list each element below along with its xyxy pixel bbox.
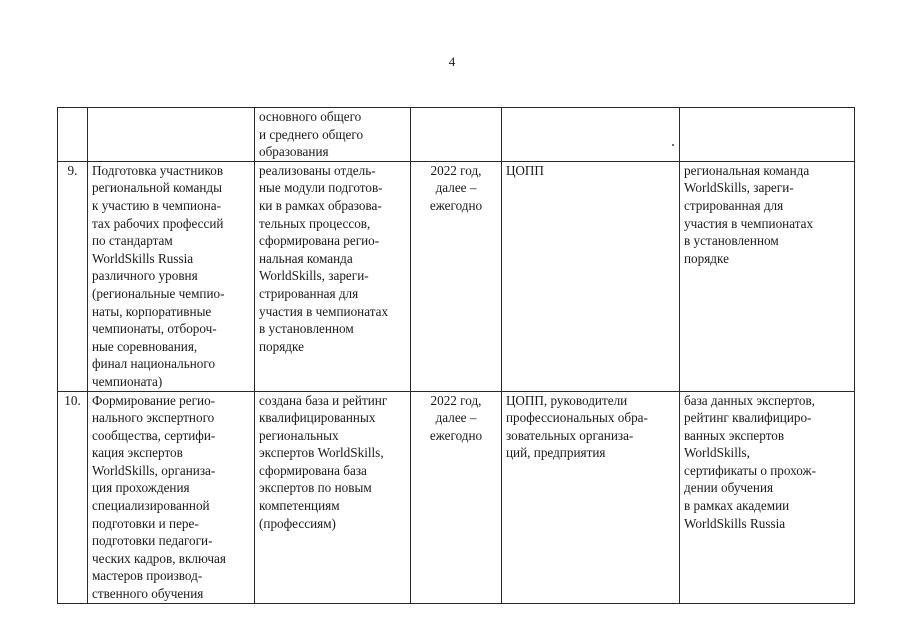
cell-outcome: [680, 108, 855, 162]
table-row-10: [58, 391, 855, 603]
plan-table: [57, 107, 855, 604]
cell-number: 9.: [58, 161, 88, 391]
cell-result: создана база и рейтинг квалифицированных региональных экспертов WorldSkills, сформирована база экспертов по новым компетенциям (профессиям): [255, 391, 411, 603]
page-number: 4: [448, 54, 456, 69]
table-row-9: [58, 161, 855, 391]
cell-outcome: база данных экспертов, рейтинг квалифициро- ванных экспертов WorldSkills, сертификаты о прохож- дении обучения в рамках академии WorldSkills Russia: [680, 391, 855, 603]
cell-deadline: 2022 год, далее – ежегодно: [411, 161, 502, 391]
cell-responsible: [502, 108, 680, 162]
cell-result: реализованы отдель- ные модули подготов- ки в рамках образова- тельных процессов, сформирована регио- нальная команда WorldSkills, зареги- стрированная для участия в чемпионатах в установленном порядке: [255, 161, 411, 391]
table-row-continuation: [58, 108, 855, 162]
cell-outcome: региональная команда WorldSkills, зареги- стрированная для участия в чемпионатах в установленном порядке: [680, 161, 855, 391]
cell-activity: Формирование регио- нального экспертного сообщества, сертифи- кация экспертов WorldSkills, организа- ция прохождения специализированной подготовки и пере- подготовки педагоги- ческих кадров, включая мастеров производ- ственного обучения: [88, 391, 255, 603]
scan-speck: [672, 144, 674, 146]
cell-result: основного общего и среднего общего образования: [255, 108, 411, 162]
cell-deadline: [411, 108, 502, 162]
cell-number: [58, 108, 88, 162]
cell-responsible: ЦОПП, руководители профессиональных обра- зовательных организа- ций, предприятия: [502, 391, 680, 603]
cell-number: 10.: [58, 391, 88, 603]
cell-activity: Подготовка участников региональной команды к участию в чемпиона- тах рабочих профессий по стандартам WorldSkills Russia различного уровня (региональные чемпио- наты, корпоративные чемпионаты, отбороч- ные соревнования, финал национального чемпионата): [88, 161, 255, 391]
cell-deadline: 2022 год, далее – ежегодно: [411, 391, 502, 603]
cell-responsible: ЦОПП: [502, 161, 680, 391]
cell-activity: [88, 108, 255, 162]
